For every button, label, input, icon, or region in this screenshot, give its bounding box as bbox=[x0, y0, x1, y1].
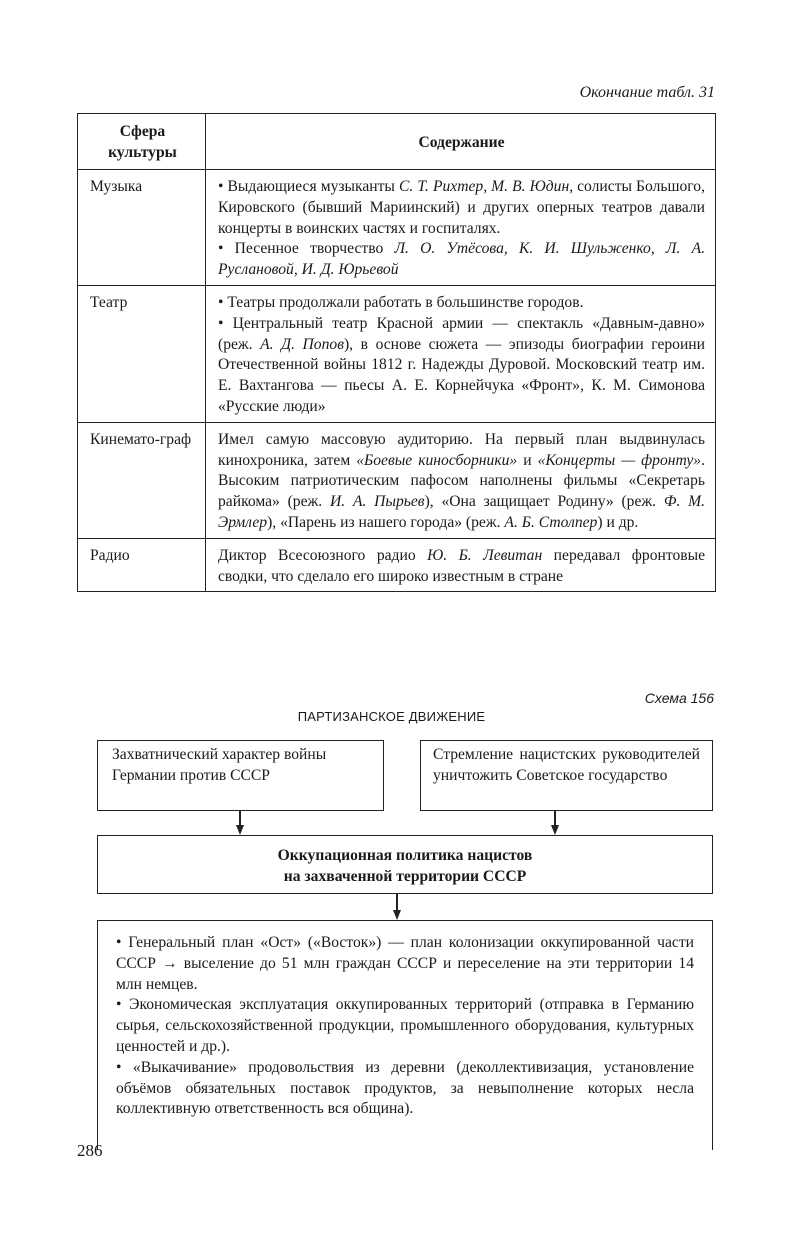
culture-table bbox=[77, 113, 716, 592]
sphere-cell: Кинемато-граф bbox=[78, 422, 206, 538]
italic-name: Ю. Б. Левитан bbox=[427, 546, 543, 564]
text-segment: • Театры продолжали работать в большинстве городов. bbox=[218, 293, 584, 311]
occupation-details-box bbox=[97, 920, 713, 1150]
cause-box-destruction: Стремление нацистских руководителей уничтожить Советское государство bbox=[420, 740, 713, 811]
text-segment: ), «Она защищает Родину» (реж. bbox=[424, 493, 664, 511]
table-header-row bbox=[78, 114, 716, 170]
content-cell bbox=[206, 538, 716, 592]
text-segment: передавал фронтовые сводки, что сделало его широко известным в стране bbox=[218, 546, 706, 585]
detail-item: • Экономическая эксплуатация оккупированных территорий (отправка в Германию сырья, сельскохозяйственной продукции, промышленного оборудования, культурных ценностей и др.). bbox=[116, 996, 694, 1055]
schema-number: Схема 156 bbox=[644, 690, 714, 706]
italic-name: С. Т. Рихтер, М. В. Юдин bbox=[398, 178, 570, 195]
table-row bbox=[78, 285, 716, 422]
sphere-cell: Радио bbox=[78, 538, 206, 592]
italic-name: А. Б. Столпер bbox=[504, 513, 598, 531]
content-paragraph bbox=[218, 239, 705, 281]
table-body bbox=[78, 170, 716, 592]
content-paragraph bbox=[218, 546, 705, 588]
sphere-cell: Театр bbox=[78, 285, 206, 422]
text-segment: • Центральный театр Красной армии — спектакль «Давным-давно» (реж. bbox=[218, 314, 705, 353]
occupation-policy-line2: на захваченной территории СССР bbox=[283, 867, 527, 885]
header-content: Содержание bbox=[206, 114, 716, 170]
content-cell bbox=[206, 422, 716, 538]
sphere-cell: Музыка bbox=[78, 170, 206, 286]
detail-item: • Генеральный план «Ост» («Восток») — план колонизации оккупированной части СССР → выселение до 51 млн граждан СССР и переселение на эти территории 14 млн немцев. bbox=[116, 934, 694, 993]
italic-name: Ф. М. Эрмлер bbox=[218, 493, 705, 531]
italic-name: Л. О. Утёсова, К. И. Шульженко, Л. А. Руслановой, И. Д. Юрьевой bbox=[218, 240, 705, 279]
occupation-policy-line1: Оккупационная политика нацистов bbox=[277, 847, 533, 864]
header-sphere: Сфера культуры bbox=[78, 114, 206, 170]
occupation-policy-box bbox=[97, 835, 713, 894]
content-paragraph bbox=[218, 430, 705, 534]
text-segment: , солисты Большого, Кировского (бывший Мариинский) и других оперных театров давали концерты в воинских частях и госпиталях. bbox=[218, 178, 705, 237]
table-row bbox=[78, 170, 716, 286]
text-segment: • Выдающиеся музыканты bbox=[218, 178, 399, 195]
detail-item: • «Выкачивание» продовольствия из деревни (деколлективизация, установление объёмов обязательных поставок продуктов, за невыполнение которых несла коллективную ответственность вся община). bbox=[116, 1058, 694, 1118]
italic-name: И. А. Пырьев bbox=[330, 493, 425, 511]
italic-name: «Концерты — фронту» bbox=[537, 451, 702, 469]
text-segment: Диктор Всесоюзного радио bbox=[218, 546, 428, 564]
content-paragraph bbox=[218, 293, 705, 314]
content-cell bbox=[206, 170, 716, 286]
cause-box-aggression: Захватнический характер войны Германии против СССР bbox=[97, 740, 384, 811]
content-cell bbox=[206, 285, 716, 422]
schema-title-wrap bbox=[0, 709, 791, 724]
text-segment: ), «Парень из нашего города» (реж. bbox=[267, 513, 505, 531]
table-continuation-label: Окончание табл. 31 bbox=[579, 84, 715, 101]
text-segment: и bbox=[517, 451, 538, 469]
text-segment: ), в основе сюжета — эпизоды биографии героини Отечественной войны 1812 г. Надежды Дуровой. Московский театр им. Е. Вахтангова — пьесы А. Е. Корнейчука «Фронт», К. М. Симонова «Русские люди» bbox=[218, 335, 705, 415]
text-segment: ) и др. bbox=[597, 513, 639, 531]
content-paragraph bbox=[218, 177, 705, 239]
italic-name: А. Д. Попов bbox=[260, 335, 344, 353]
text-segment: • Песенное творчество bbox=[218, 240, 395, 258]
content-paragraph bbox=[218, 314, 705, 418]
table-row bbox=[78, 538, 716, 592]
text-segment: . Высоким патриотическим пафосом наполнены фильмы «Секретарь райкома» (реж. bbox=[218, 451, 705, 511]
italic-name: «Боевые киносборники» bbox=[356, 451, 518, 469]
schema-title: ПАРТИЗАНСКОЕ ДВИЖЕНИЕ bbox=[297, 709, 486, 724]
page-number: 286 bbox=[77, 1141, 103, 1160]
text-segment: Имел самую массовую аудиторию. На первый план выдвинулась кинохроника, затем bbox=[218, 430, 705, 469]
table-row bbox=[78, 422, 716, 538]
